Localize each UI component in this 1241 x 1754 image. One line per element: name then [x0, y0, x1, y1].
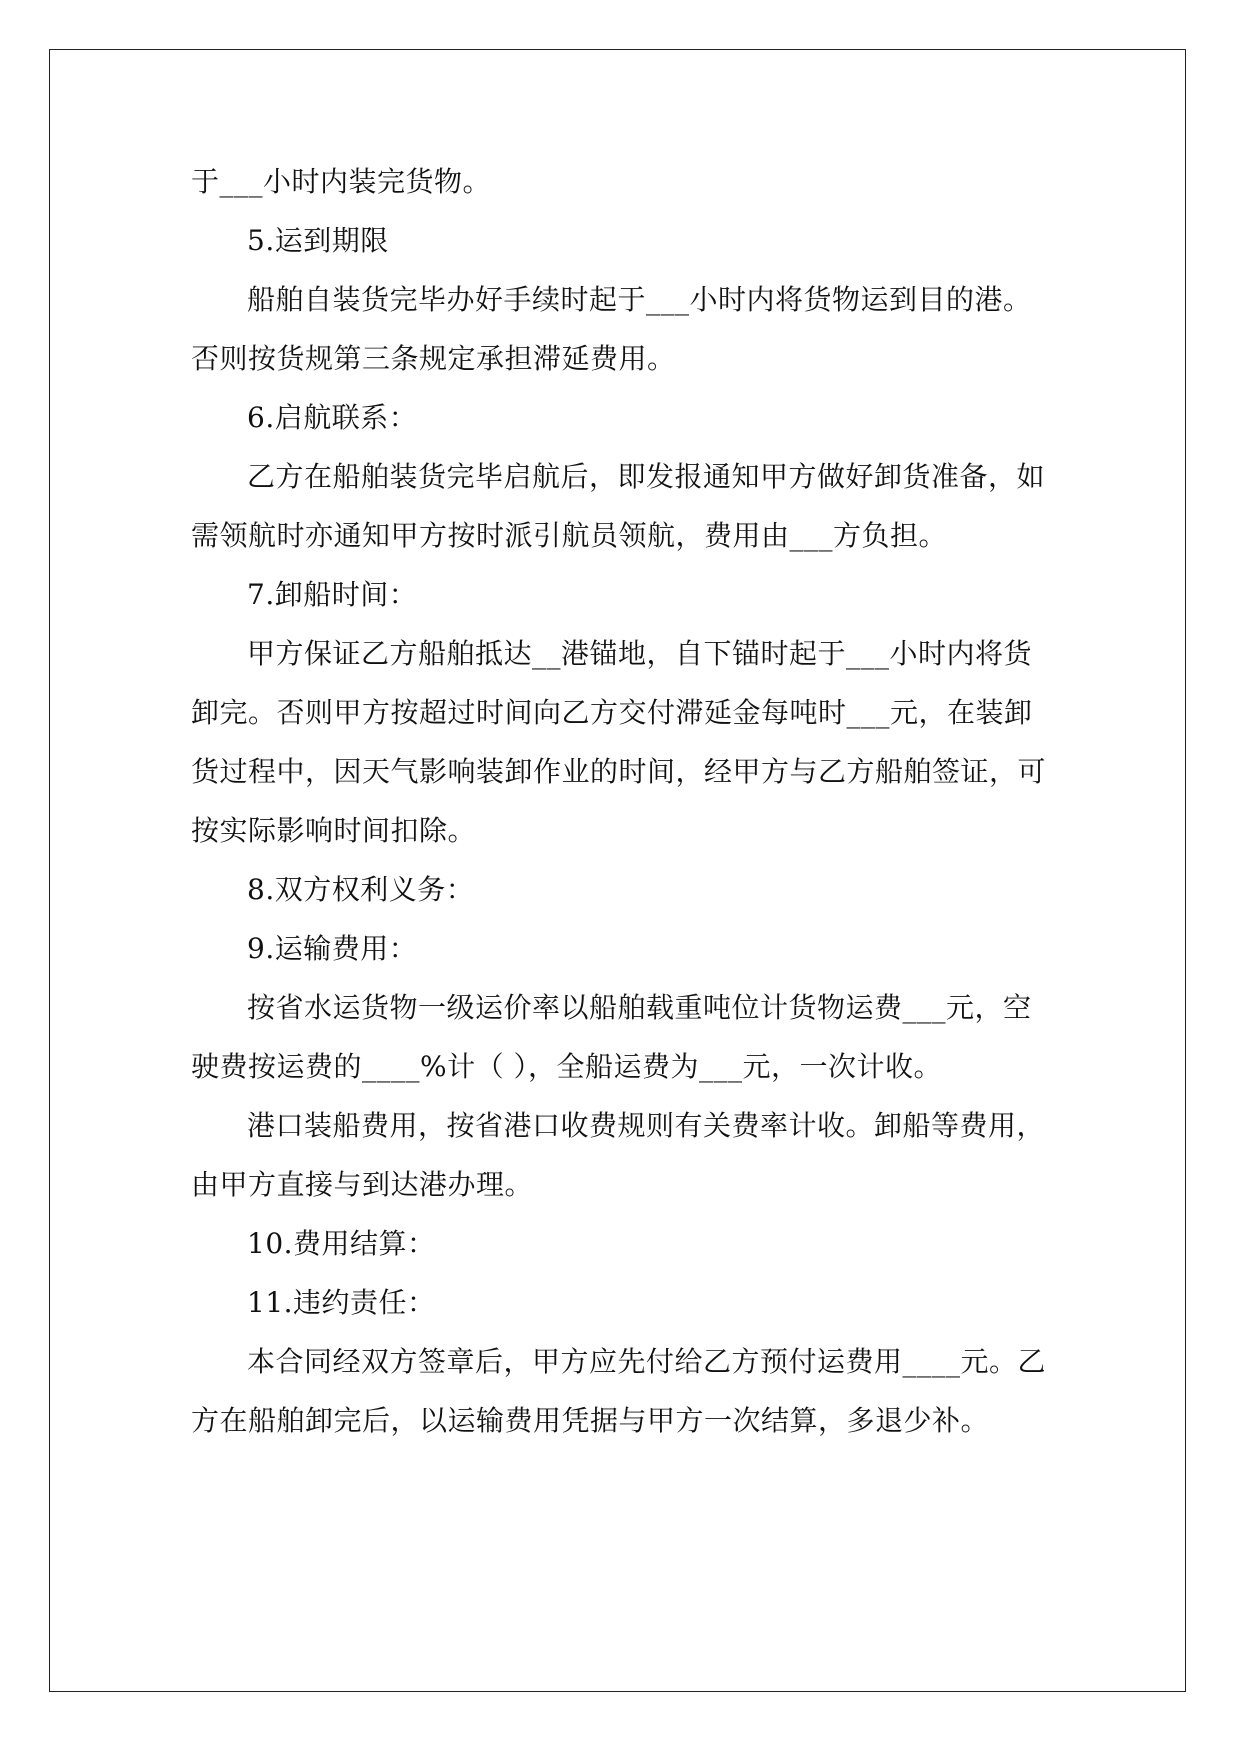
section-heading-6: 6.启航联系： [247, 401, 418, 434]
text-line: 本合同经双方签章后，甲方应先付给乙方预付运费用____元。乙 [247, 1345, 1047, 1378]
text-line: 否则按货规第三条规定承担滞延费用。 [191, 342, 676, 375]
text-line: 方在船舶卸完后，以运输费用凭据与甲方一次结算，多退少补。 [191, 1404, 990, 1437]
section-heading-10: 10.费用结算： [247, 1227, 436, 1260]
document-body [191, 152, 1051, 1450]
text-line: 乙方在船舶装货完毕启航后，即发报通知甲方做好卸货准备，如 [247, 460, 1046, 493]
text-line: 按省水运货物一级运价率以船舶载重吨位计货物运费___元，空 [247, 991, 1032, 1024]
section-heading-11: 11.违约责任： [247, 1286, 436, 1319]
text-line: 按实际影响时间扣除。 [191, 814, 477, 847]
text-line: 货过程中，因天气影响装卸作业的时间，经甲方与乙方船舶签证，可 [191, 755, 1047, 788]
text-line: 由甲方直接与到达港办理。 [191, 1168, 534, 1201]
text-line: 需领航时亦通知甲方按时派引航员领航，费用由___方负担。 [191, 519, 948, 552]
text-line: 船舶自装货完毕办好手续时起于___小时内将货物运到目的港。 [247, 283, 1032, 316]
text-line: 驶费按运费的____%计（ ），全船运费为___元，一次计收。 [191, 1050, 943, 1083]
text-line: 于___小时内装完货物。 [191, 165, 492, 198]
section-heading-7: 7.卸船时间： [247, 578, 418, 611]
text-line: 甲方保证乙方船舶抵达__港锚地，自下锚时起于___小时内将货 [247, 637, 1033, 670]
text-line: 卸完。否则甲方按超过时间向乙方交付滞延金每吨时___元，在装卸 [191, 696, 1033, 729]
section-heading-5: 5.运到期限 [247, 224, 389, 257]
text-line: 港口装船费用，按省港口收费规则有关费率计收。卸船等费用， [247, 1109, 1046, 1142]
section-heading-9: 9.运输费用： [247, 932, 418, 965]
section-heading-8: 8.双方权利义务： [247, 873, 475, 906]
